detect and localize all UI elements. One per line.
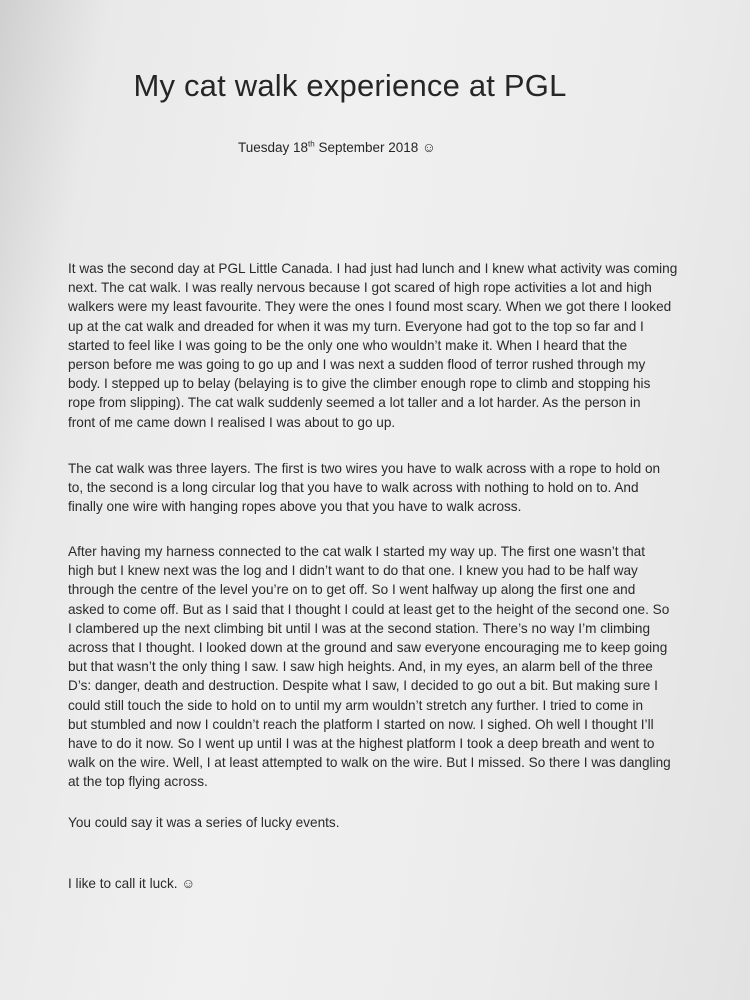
text-line: finally one wire with hanging ropes above you that you have to walk across. xyxy=(68,499,522,515)
text-line: but that wasn’t the only thing I saw. I saw high heights. And, in my eyes, an alarm bell of the three xyxy=(68,659,653,675)
text-line: I like to call it luck. ☺ xyxy=(68,876,196,891)
text-line: I clambered up the next climbing bit until I was at the second station. There’s no way I’m climbing xyxy=(68,620,651,636)
text-line: body. I stepped up to belay (belaying is to give the climber enough rope to climb and stopping his xyxy=(68,376,651,392)
date-suffix: th xyxy=(308,139,315,149)
text-line: asked to come off. But as I said that I thought I could at least get to the height of the second one. So xyxy=(68,601,670,617)
text-line: high but I knew next was the log and I didn’t want to do that one. I knew you had to be half way xyxy=(68,563,638,579)
date-day: Tuesday 18 xyxy=(238,140,309,155)
text-line: front of me came down I realised I was about to go up. xyxy=(68,414,396,430)
paragraph-climb xyxy=(68,542,708,792)
text-line: next. The cat walk. I was really nervous because I got scared of high rope activities a lot and high xyxy=(68,280,652,296)
text-line: could still touch the side to hold on to until my arm wouldn’t stretch any further. I tried to come in xyxy=(68,697,643,713)
paragraph-layers xyxy=(68,459,708,517)
text-line: to, the second is a long circular log that you have to walk across with nothing to hold on to. And xyxy=(68,480,639,496)
document-date xyxy=(238,140,436,155)
text-line: through the centre of the level you’re on to get off. So I went halfway up along the first one and xyxy=(68,582,636,598)
text-line: walk on the wire. Well, I at least attempted to walk on the wire. But I missed. So there I was dangling xyxy=(68,755,671,771)
text-line: across that I thought. I looked down at the ground and saw everyone encouraging me to keep going xyxy=(68,640,668,656)
paragraph-closing xyxy=(68,874,708,893)
document-title: My cat walk experience at PGL xyxy=(133,68,567,103)
text-line: The cat walk was three layers. The first is two wires you have to walk across with a rope to hold on xyxy=(68,461,661,476)
text-line: After having my harness connected to the cat walk I started my way up. The first one wasn’t that xyxy=(68,544,646,559)
text-line: at the top flying across. xyxy=(68,774,208,790)
text-line: have to do it now. So I went up until I was at the highest platform I took a deep breath and went to xyxy=(68,736,655,752)
text-line: You could say it was a series of lucky events. xyxy=(68,815,340,830)
date-rest: September 2018 ☺ xyxy=(314,140,436,155)
paragraph-intro xyxy=(68,259,708,432)
text-line: but stumbled and now I couldn’t reach the platform I started on now. I sighed. Oh well I thought I’ll xyxy=(68,716,654,732)
text-line: up at the cat walk and dreaded for when it was my turn. Everyone had got to the top so far and I xyxy=(68,318,644,334)
text-line: D’s: danger, death and destruction. Despite what I saw, I decided to go out a bit. But making sure I xyxy=(68,678,658,694)
text-line: rope from slipping). The cat walk suddenly seemed a lot taller and a lot harder. As the person in xyxy=(68,395,641,411)
text-line: person before me was going to go up and I was next a sudden flood of terror rushed through my xyxy=(68,357,646,373)
text-line: started to feel like I was going to be the only one who wouldn’t make it. When I heard that the xyxy=(68,337,628,353)
paragraph-lucky-events xyxy=(68,813,708,832)
text-line: walkers were my least favourite. They were the ones I found most scary. When we got there I looked xyxy=(68,299,672,315)
text-line: It was the second day at PGL Little Canada. I had just had lunch and I knew what activity was coming xyxy=(68,261,678,276)
